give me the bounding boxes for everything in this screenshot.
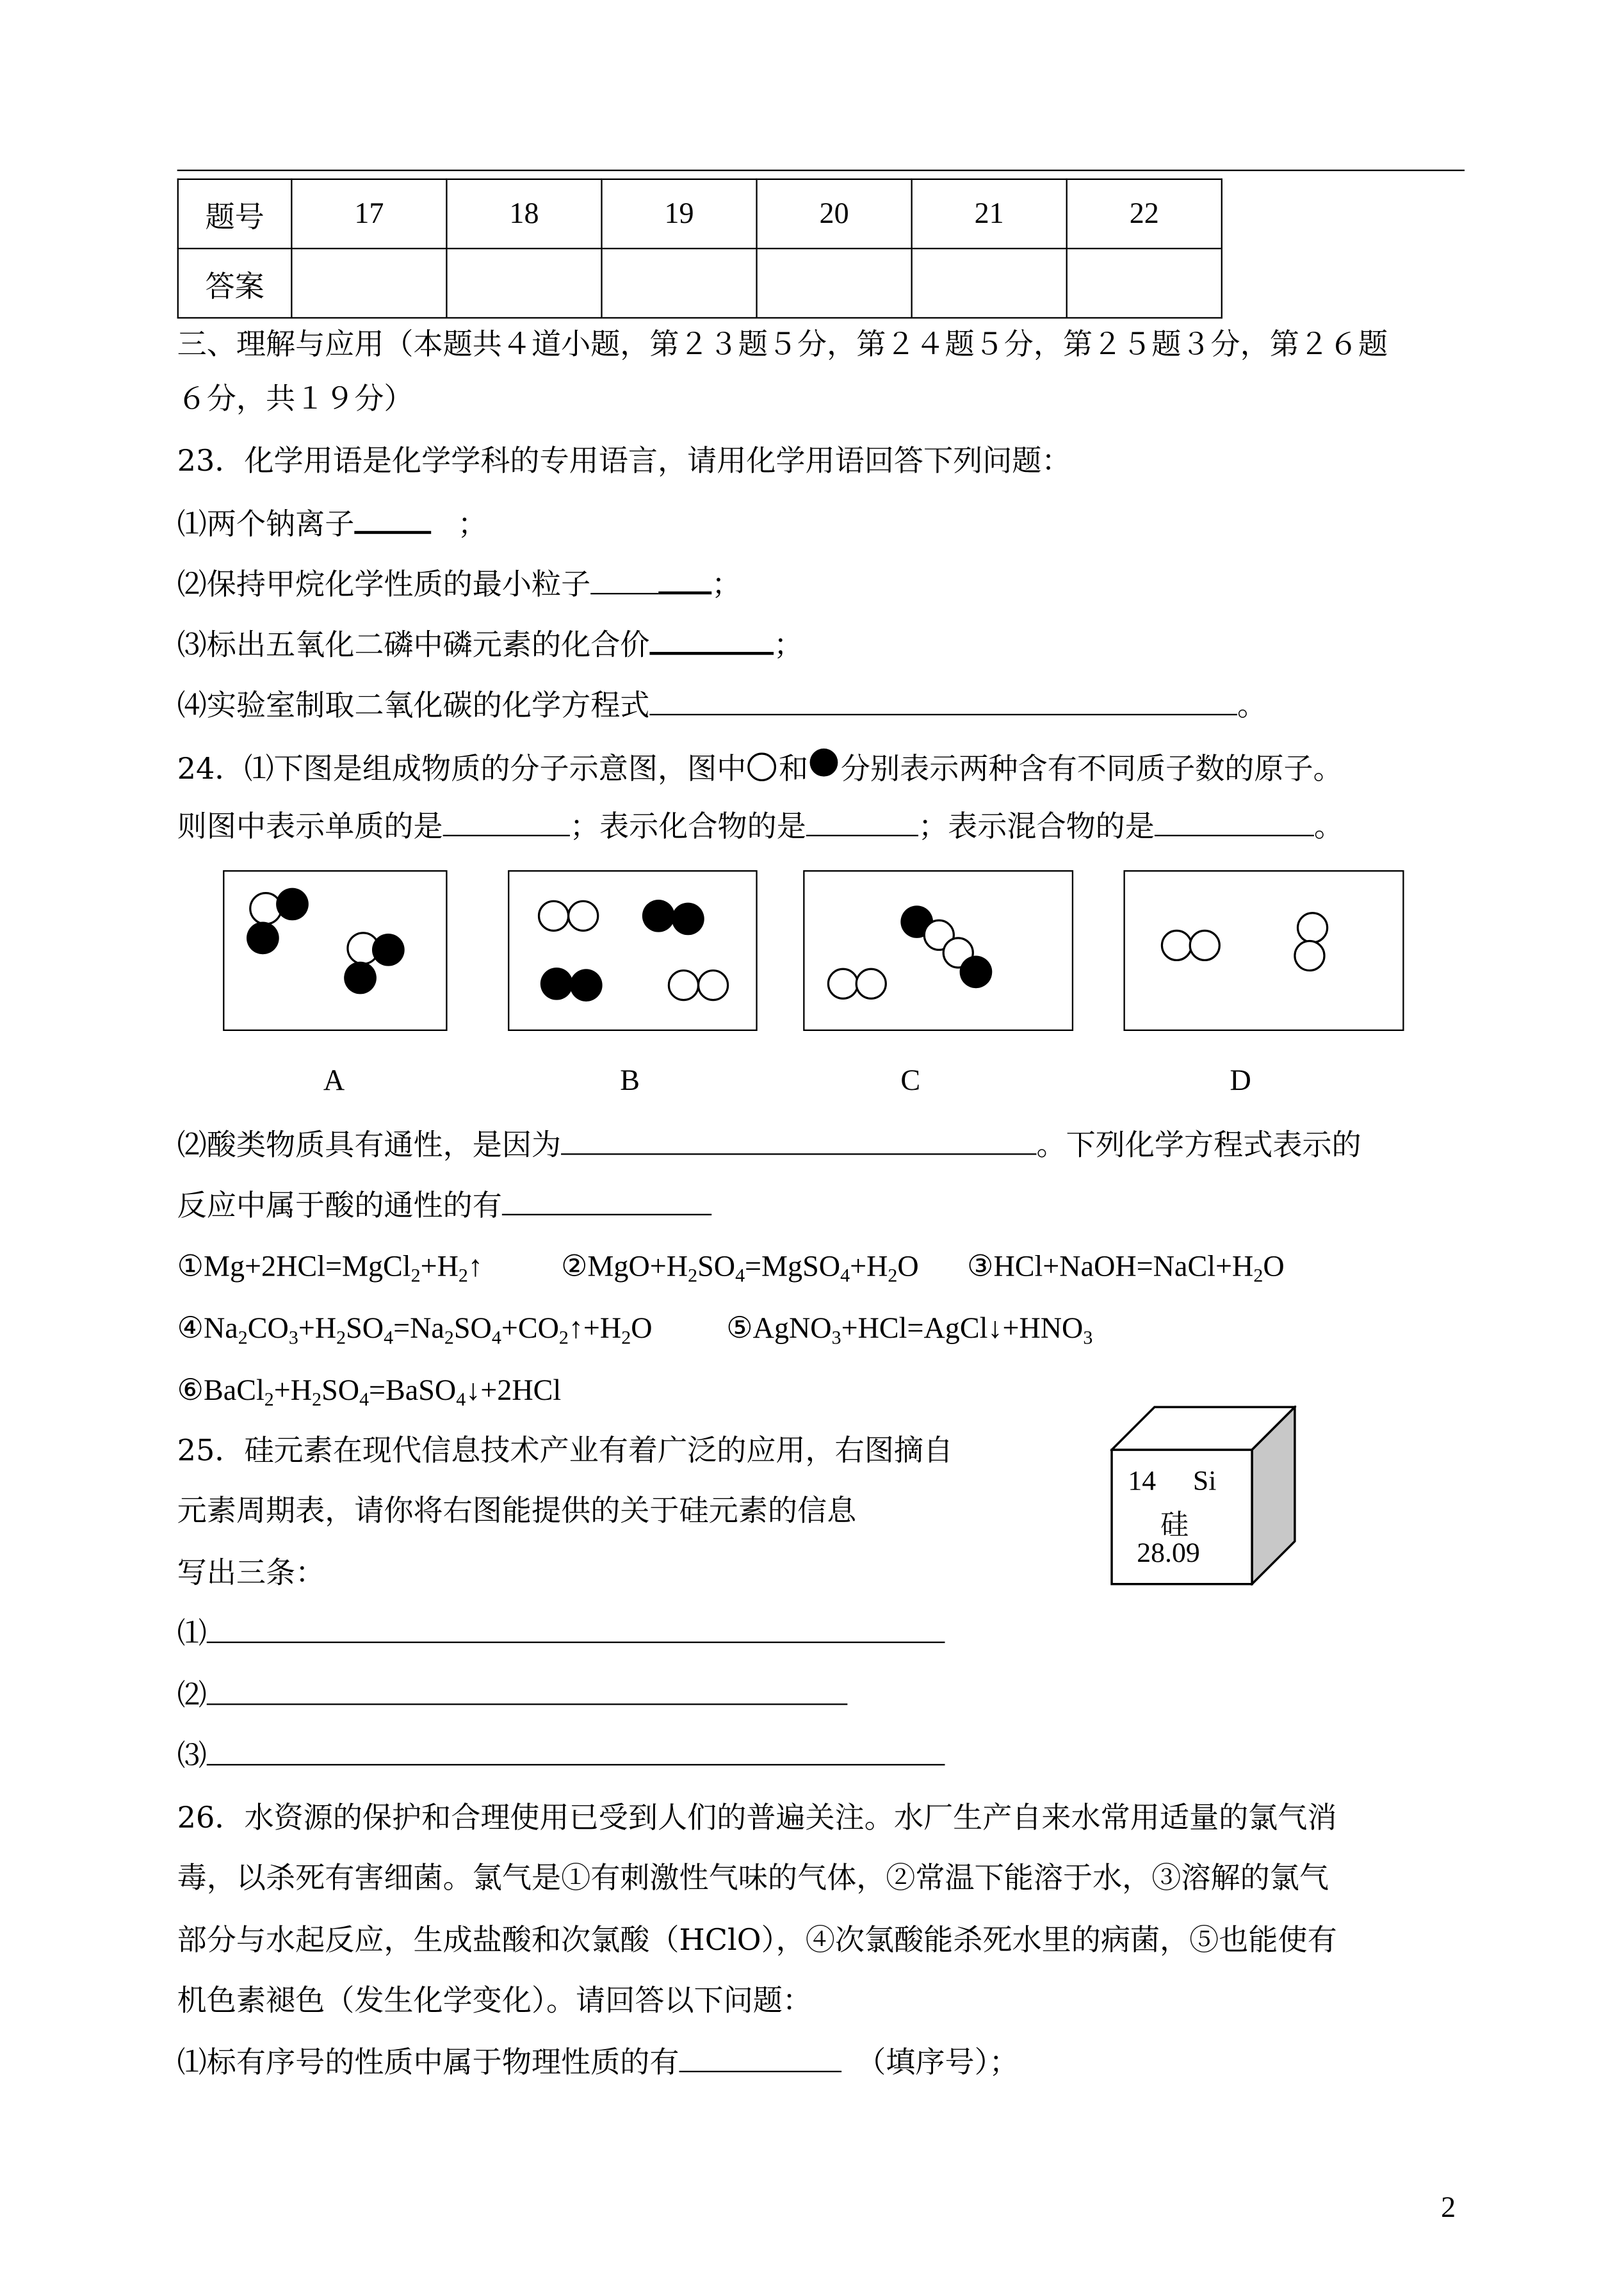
answer-blank[interactable] — [658, 565, 711, 594]
part-text: ⑶标出五氧化二磷中磷元素的化合价 — [177, 626, 650, 663]
equation-2: $②MgO+H_2SO_4=MgSO_4+H_2O$ — [561, 1251, 919, 1286]
molecule-diagram-a — [224, 872, 446, 1029]
q24-text: 分别表示两种含有不同质子数的原子。 — [840, 750, 1343, 786]
question-24-line1 — [177, 748, 1343, 786]
white-atom-icon — [746, 750, 779, 783]
question-25-blank3 — [177, 1737, 945, 1772]
equation-6: $⑥BaCl_2+H_2SO_4=BaSO_4↓+2HCl$ — [177, 1374, 562, 1410]
question-25-line1: 25．硅元素在现代信息技术产业有着广泛的应用，右图摘自 — [177, 1432, 954, 1468]
element-name: 硅 — [1160, 1509, 1189, 1541]
q24-text: ；表示混合物的是 — [918, 808, 1155, 844]
q24-text: 反应中属于酸的通性的有 — [177, 1187, 502, 1223]
question-24-line2 — [177, 808, 1344, 843]
question-26-line4: 机色素褪色（发生化学变化）。请回答以下问题： — [177, 1982, 813, 2018]
part-text: ⑷实验室制取二氧化碳的化学方程式 — [177, 687, 650, 723]
part-text: ⑵保持甲烷化学性质的最小粒子 — [177, 566, 591, 602]
answer-blank[interactable] — [443, 808, 570, 836]
question-24-part2-line2 — [177, 1187, 712, 1222]
answer-table — [177, 179, 1222, 319]
answer-cell[interactable] — [1067, 248, 1222, 318]
answer-blank[interactable] — [649, 687, 1237, 715]
answer-cell[interactable] — [912, 248, 1067, 318]
answer-blank[interactable] — [561, 1127, 1036, 1155]
question-number-cell: 22 — [1067, 179, 1222, 248]
question-23-stem: 23．化学用语是化学学科的专用语言，请用化学用语回答下列问题： — [177, 442, 1071, 478]
blank-label: ⑵ — [177, 1676, 207, 1713]
question-26-line2: 毒，以杀死有害细菌。氯气是①有刺激性气味的气体，②常温下能溶于水，③溶解的氯气 — [177, 1860, 1329, 1895]
molecule-box-c — [803, 870, 1073, 1031]
label-a: A — [323, 1064, 345, 1098]
q26-text: （填序号）； — [856, 2044, 1019, 2080]
question-number-cell: 18 — [446, 179, 601, 248]
part-text: ⑴两个钠离子 — [177, 506, 355, 542]
section-heading-cont: ６分，共１９分） — [177, 380, 414, 416]
equation-1: $①Mg+2HCl=MgCl_2+H_2↑$ — [177, 1251, 483, 1286]
table-row — [178, 179, 1222, 248]
answer-blank[interactable] — [649, 626, 774, 655]
answer-blank[interactable] — [207, 1677, 848, 1705]
molecule-diagram-d — [1125, 872, 1402, 1029]
question-24-part2 — [177, 1127, 1361, 1162]
answer-blank[interactable] — [354, 505, 431, 534]
molecule-diagram-c — [804, 872, 1071, 1029]
q24-text: 24．⑴下图是组成物质的分子示意图，图中 — [177, 750, 747, 786]
equation-4: $④Na_2CO_3+H_2SO_4=Na_2SO_4+CO_2↑+H_2O$ — [177, 1312, 653, 1349]
answer-blank[interactable] — [1155, 808, 1314, 836]
periodic-element-cube — [1110, 1406, 1296, 1585]
q24-text: 。下列化学方程式表示的 — [1036, 1126, 1361, 1163]
question-number-header: 题号 — [178, 179, 292, 248]
answer-header: 答案 — [178, 248, 292, 318]
question-25-line3: 写出三条： — [177, 1554, 325, 1590]
atomic-number: 14 — [1128, 1466, 1157, 1497]
answer-cell[interactable] — [757, 248, 912, 318]
part-end: 。 — [1237, 687, 1267, 723]
q24-text: 。 — [1313, 808, 1344, 844]
answer-blank[interactable] — [502, 1187, 711, 1215]
q24-text: 和 — [779, 750, 809, 786]
answer-cell[interactable] — [601, 248, 756, 318]
equation-3: $③HCl+NaOH=NaCl+H_2O$ — [967, 1251, 1285, 1286]
answer-cell[interactable] — [291, 248, 446, 318]
molecule-diagram-b — [509, 872, 756, 1029]
label-b: B — [620, 1064, 640, 1098]
answer-blank[interactable] — [806, 808, 918, 836]
question-number-cell: 21 — [912, 179, 1067, 248]
part-end: ； — [774, 626, 804, 663]
q24-text: ⑵酸类物质具有通性，是因为 — [177, 1126, 562, 1163]
page-number: 2 — [1441, 2191, 1456, 2225]
label-c: C — [900, 1064, 921, 1098]
answer-cell[interactable] — [446, 248, 601, 318]
question-23-part3 — [177, 626, 804, 663]
q24-text: 则图中表示单质的是 — [177, 808, 443, 844]
atomic-mass: 28.09 — [1137, 1538, 1200, 1569]
question-25-line2: 元素周期表，请你将右图能提供的关于硅元素的信息 — [177, 1492, 857, 1529]
question-25-blank1 — [177, 1615, 945, 1650]
question-number-cell: 17 — [291, 179, 446, 248]
molecule-box-b — [508, 870, 758, 1031]
black-atom-icon — [808, 748, 841, 781]
question-26-part1 — [177, 2044, 1019, 2079]
blank-label: ⑶ — [177, 1737, 207, 1773]
answer-blank[interactable] — [590, 566, 658, 594]
answer-blank[interactable] — [679, 2044, 842, 2072]
question-25-blank2 — [177, 1677, 848, 1712]
section-heading: 三、理解与应用（本题共４道小题，第２３题５分，第２４题５分，第２５题３分，第２６题 — [177, 326, 1388, 362]
header-rule — [177, 170, 1465, 171]
table-row — [178, 248, 1222, 318]
question-23-part4 — [177, 687, 1267, 722]
part-end: ； — [457, 506, 487, 542]
question-23-part1 — [177, 505, 487, 542]
answer-blank[interactable] — [207, 1615, 945, 1643]
question-26-line3: 部分与水起反应，生成盐酸和次氯酸（HClO），④次氯酸能杀死水里的病菌，⑤也能使有 — [177, 1922, 1337, 1958]
question-number-cell: 19 — [601, 179, 756, 248]
blank-label: ⑴ — [177, 1615, 207, 1651]
q24-text: ；表示化合物的是 — [569, 808, 806, 844]
molecule-box-d — [1123, 870, 1404, 1031]
question-number-cell: 20 — [757, 179, 912, 248]
equation-5: $⑤AgNO_3+HCl=AgCl↓+HNO_3$ — [726, 1312, 1093, 1349]
answer-blank[interactable] — [207, 1737, 945, 1765]
element-symbol: Si — [1192, 1466, 1217, 1497]
label-d: D — [1230, 1064, 1251, 1098]
part-end: ； — [711, 566, 742, 602]
question-23-part2 — [177, 565, 742, 602]
q26-text: ⑴标有序号的性质中属于物理性质的有 — [177, 2044, 679, 2080]
question-26-line1: 26．水资源的保护和合理使用已受到人们的普遍关注。水厂生产自来水常用适量的氯气消 — [177, 1799, 1337, 1835]
molecule-box-a — [223, 870, 447, 1031]
